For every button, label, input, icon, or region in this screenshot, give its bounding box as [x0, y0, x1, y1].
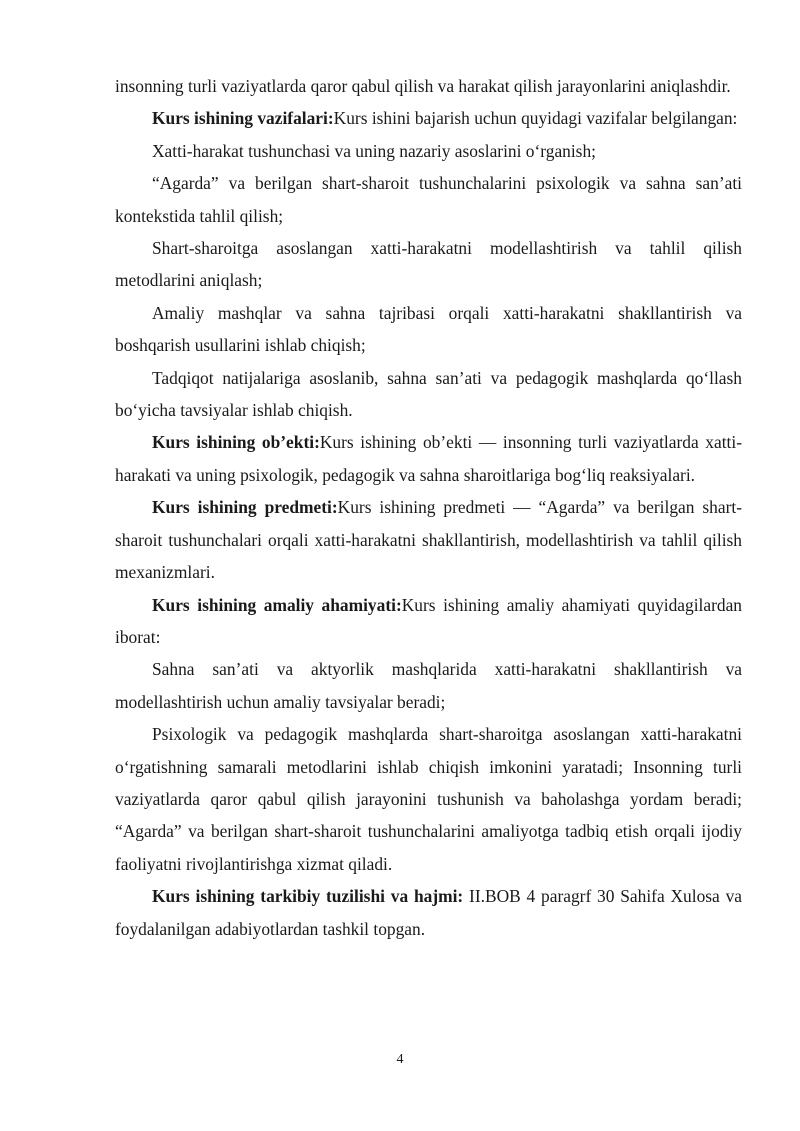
paragraph-heading: Kurs ishining amaliy ahamiyati: [152, 594, 402, 615]
paragraph-heading: Kurs ishining vazifalari: [152, 108, 334, 129]
paragraph-text: Tadqiqot natijalariga asoslanib, sahna san’ati va pedagogik mashqlarda qo‘llash bo‘yicha tavsiyalar ishlab chiqish. [115, 367, 742, 421]
paragraph-text: Amaliy mashqlar va sahna tajribasi orqali xatti-harakatni shakllantirish va boshqarish usullarini ishlab chiqish; [115, 302, 742, 356]
paragraph-text: Shart-sharoitga asoslangan xatti-harakatni modellashtirish va tahlil qilish metodlarini aniqlash; [115, 238, 742, 291]
list-item [115, 718, 742, 880]
document-page [115, 70, 742, 945]
page-number: 4 [396, 1052, 404, 1067]
list-item [115, 653, 742, 718]
list-item [115, 232, 742, 297]
paragraph-object [115, 426, 742, 491]
list-item [115, 297, 742, 362]
paragraph-heading: Kurs ishining predmeti: [152, 497, 338, 518]
paragraph-text: insonning turli vaziyatlarda qaror qabul qilish va harakat qilish jarayonlarini aniqlashdir. [115, 76, 731, 96]
paragraph-continuation [115, 70, 742, 102]
paragraph-text: Xatti-harakat tushunchasi va uning nazariy asoslarini o‘rganish; [152, 140, 596, 161]
paragraph-text: Kurs ishini bajarish uchun quyidagi vazifalar belgilangan: [333, 108, 738, 129]
list-item [115, 167, 742, 232]
list-item [115, 362, 742, 427]
paragraph-heading: Kurs ishining tarkibiy tuzilishi va hajmi: [152, 886, 464, 907]
paragraph-text: Psixologik va pedagogik mashqlarda shart-sharoitga asoslangan xatti-harakatni o‘rgatishning samarali metodlarini ishlab chiqish imkonini yaratadi; Insonning turli vaziyatlarda qaror qabul qilish jarayonini tushunish va baholashga yordam beradi; “Agarda” va berilgan shart-sharoit tushunchalarini amaliyotga tadbiq etish orqali ijodiy faoliyatni rivojlantirishga xizmat qiladi. [115, 724, 742, 874]
paragraph-text: Sahna san’ati va aktyorlik mashqlarida xatti-harakatni shakllantirish va modellashtirish uchun amaliy tavsiyalar beradi; [115, 659, 742, 712]
paragraph-tasks [115, 102, 742, 134]
paragraph-heading: Kurs ishining ob’ekti: [152, 432, 320, 453]
paragraph-text: Kurs ishining ob’ekti — insonning turli vaziyatlarda xatti-harakati va uning psixologik, pedagogik va sahna sharoitlariga bog‘liq reaksiyalari. [115, 432, 742, 485]
paragraph-significance [115, 589, 742, 654]
paragraph-subject [115, 491, 742, 588]
paragraph-text: II.BOB 4 paragrf 30 Sahifa Xulosa va foydalanilgan adabiyotlardan tashkil topgan. [115, 886, 742, 939]
list-item [115, 135, 742, 167]
paragraph-text: Kurs ishining amaliy ahamiyati quyidagilardan iborat: [115, 594, 742, 647]
paragraph-text: “Agarda” va berilgan shart-sharoit tushunchalarini psixologik va sahna san’ati kontekstida tahlil qilish; [115, 173, 742, 226]
paragraph-structure [115, 880, 742, 945]
paragraph-text: Kurs ishining predmeti — “Agarda” va berilgan shart-sharoit tushunchalari orqali xatti-harakatni shakllantirish, modellashtirish va tahlil qilish mexanizmlari. [115, 497, 742, 583]
